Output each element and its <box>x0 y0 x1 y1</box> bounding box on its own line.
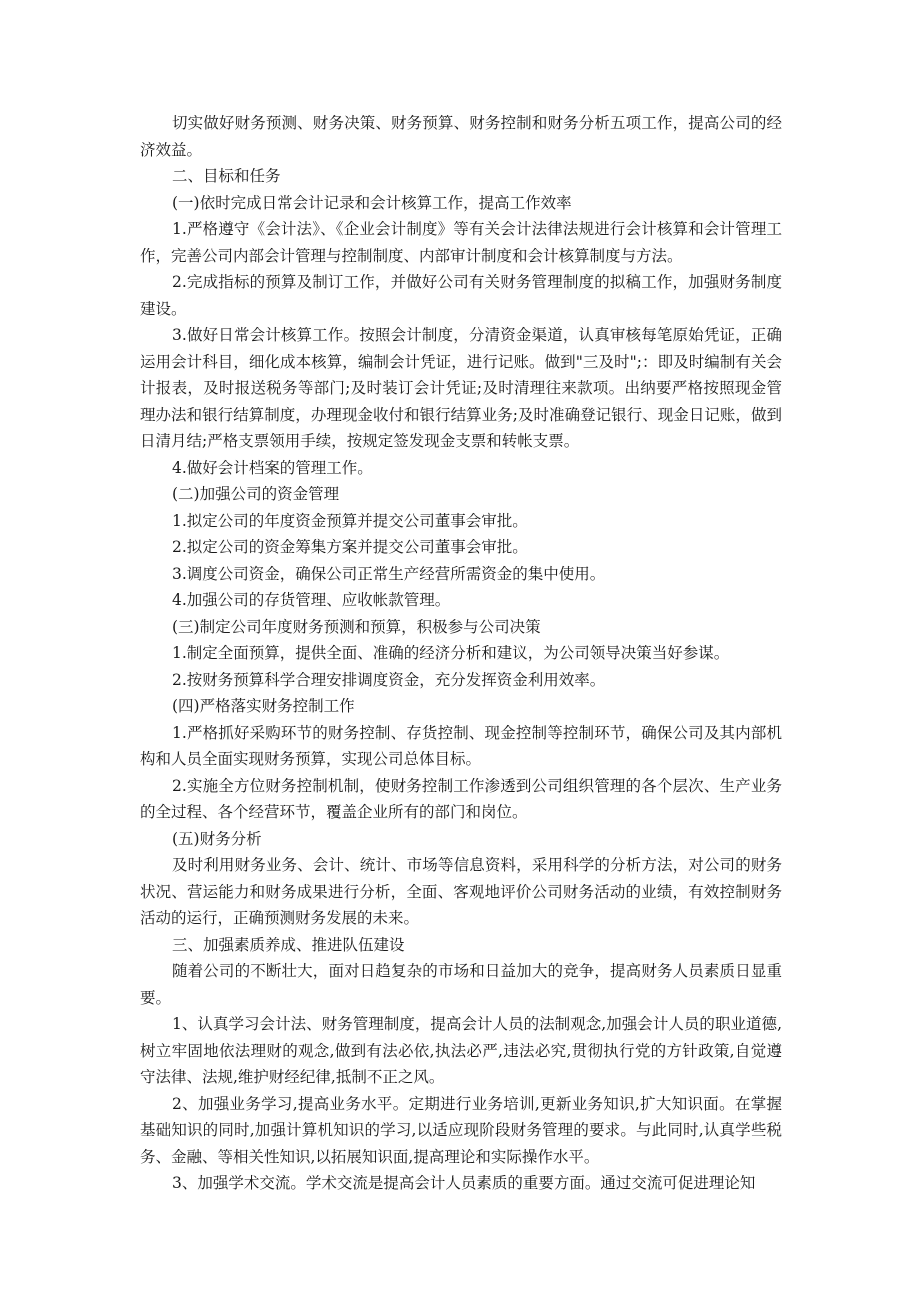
paragraph-continued: 3、加强学术交流。学术交流是提高会计人员素质的重要方面。通过交流可促进理论知 <box>172 1174 756 1192</box>
paragraph: 1.拟定公司的年度资金预算并提交公司董事会审批。 <box>172 511 528 530</box>
heading-goals-and-tasks: 二、目标和任务 <box>172 167 281 185</box>
paragraph: 3.做好日常会计核算工作。按照会计制度，分清资金渠道，认真审核每笔原始凭证，正确运用会计科目，细化成本核算，编制会计凭证，进行记账。做到"三及时";：即及时编制有关会计报表，及时报送税务等部门;及时装订会计凭证;及时清理往来款项。出纳要严格按照现金管理办法和银行结算制度，办理现金收付和银行结算业务;及时准确登记银行、现金日记账，做到日清月结;严格支票领用手续，按规定签发现金支票和转帐支票。 <box>140 326 782 450</box>
paragraph: 1.制定全面预算，提供全面、准确的经济分析和建议，为公司领导决策当好参谋。 <box>172 644 730 662</box>
subheading-1: (一)依时完成日常会计记录和会计核算工作，提高工作效率 <box>172 193 572 212</box>
paragraph: 2.完成指标的预算及制订工作，并做好公司有关财务管理制度的拟稿工作，加强财务制度建设。 <box>140 273 782 318</box>
paragraph: 4.加强公司的存货管理、应收帐款管理。 <box>172 591 451 609</box>
paragraph: 1.严格抓好采购环节的财务控制、存货控制、现金控制等控制环节，确保公司及其内部机构和人员全面实现财务预算，实现公司总体目标。 <box>140 723 782 768</box>
paragraph: 2.按财务预算科学合理安排调度资金，充分发挥资金利用效率。 <box>172 670 606 689</box>
paragraph: 随着公司的不断壮大，面对日趋复杂的市场和日益加大的竞争，提高财务人员素质日显重要。 <box>140 962 782 1007</box>
paragraph-intro: 切实做好财务预测、财务决策、财务预算、财务控制和财务分析五项工作，提高公司的经济效益。 <box>140 114 782 159</box>
subheading-2: (二)加强公司的资金管理 <box>172 485 340 503</box>
paragraph: 2.拟定公司的资金筹集方案并提交公司董事会审批。 <box>172 538 528 556</box>
document-body <box>140 110 782 1197</box>
subheading-4: (四)严格落实财务控制工作 <box>172 697 355 715</box>
subheading-3: (三)制定公司年度财务预测和预算，积极参与公司决策 <box>172 617 541 636</box>
paragraph: 2、加强业务学习,提高业务水平。定期进行业务培训,更新业务知识,扩大知识面。在掌握基础知识的同时,加强计算机知识的学习,以适应现阶段财务管理的要求。与此同时,认真学些税务、金融、等相关性知识,以拓展知识面,提高理论和实际操作水平。 <box>140 1094 782 1166</box>
heading-quality-team-building: 三、加强素质养成、推进队伍建设 <box>172 935 405 954</box>
paragraph: 及时利用财务业务、会计、统计、市场等信息资料，采用科学的分析方法，对公司的财务状况、营运能力和财务成果进行分析，全面、客观地评价公司财务活动的业绩，有效控制财务活动的运行，正确预测财务发展的未来。 <box>140 856 782 927</box>
paragraph: 3.调度公司资金，确保公司正常生产经营所需资金的集中使用。 <box>172 564 606 583</box>
paragraph: 1.严格遵守《会计法》、《企业会计制度》等有关会计法律法规进行会计核算和会计管理工作，完善公司内部会计管理与控制制度、内部审计制度和会计核算制度与方法。 <box>140 220 782 265</box>
paragraph: 2.实施全方位财务控制机制，使财务控制工作渗透到公司组织管理的各个层次、生产业务的全过程、各个经营环节，覆盖企业所有的部门和岗位。 <box>140 776 782 821</box>
subheading-5: (五)财务分析 <box>172 829 262 848</box>
paragraph: 1、认真学习会计法、财务管理制度，提高会计人员的法制观念,加强会计人员的职业道德,树立牢固地依法理财的观念,做到有法必依,执法必严,违法必究,贯彻执行党的方针政策,自觉遵守法律、法规,维护财经纪律,抵制不正之风。 <box>140 1015 782 1086</box>
paragraph: 4.做好会计档案的管理工作。 <box>172 458 373 477</box>
